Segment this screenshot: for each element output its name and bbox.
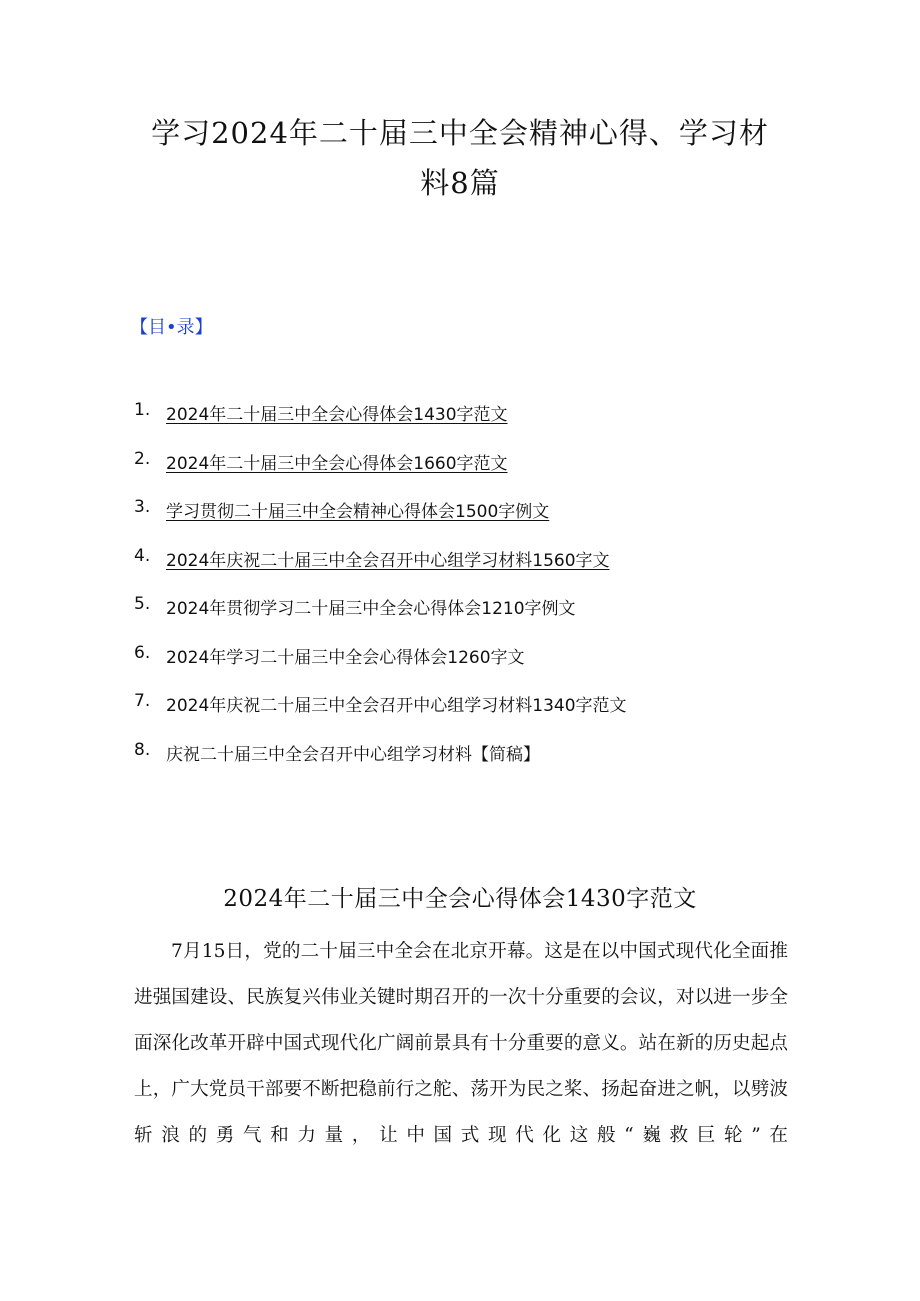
- toc-item-number: 3.: [134, 497, 151, 517]
- toc-link-2[interactable]: 2024年二十届三中全会心得体会1660字范文: [166, 453, 508, 474]
- toc-item-1: [134, 400, 627, 449]
- toc-link-1[interactable]: 2024年二十届三中全会心得体会1430字范文: [166, 405, 508, 425]
- toc-heading: 【目•录】: [130, 317, 213, 338]
- toc-item-number: 6.: [134, 642, 151, 663]
- body-paragraph: 7月15日，党的二十届三中全会在北京开幕。这是在以中国式现代化全面推进强国建设、民族复兴伟业关键时期召开的一次十分重要的会议，对以进一步全面深化改革开辟中国式现代化广阔前景具有十分重要的意义。站在新的历史起点上，广大党员干部要不断把稳前行之舵、荡开为民之桨、扬起奋进之帆，以劈波斩浪的勇气和力量，让中国式现代化这般“巍救巨轮”在: [134, 941, 788, 1146]
- toc-link-4[interactable]: 2024年庆祝二十届三中全会召开中心组学习材料1560字文: [166, 550, 610, 571]
- toc-item-number: 2.: [134, 448, 151, 469]
- toc-link-5[interactable]: 2024年贯彻学习二十届三中全会心得体会1210字例文: [166, 599, 576, 619]
- toc-item-4: [134, 546, 627, 595]
- toc-item-6: [134, 643, 627, 692]
- toc-link-3[interactable]: 学习贯彻二十届三中全会精神心得体会1500字例文: [166, 502, 550, 522]
- toc-item-7: [134, 691, 627, 740]
- toc-item-3: [134, 497, 627, 546]
- toc-item-number: 5.: [134, 594, 151, 614]
- toc-item-number: 4.: [134, 545, 151, 566]
- toc-item-number: 1.: [134, 400, 151, 420]
- document-title: [140, 108, 780, 208]
- toc-link-6[interactable]: 2024年学习二十届三中全会心得体会1260字文: [166, 647, 525, 668]
- section-heading: 2024年二十届三中全会心得体会1430字范文: [223, 886, 697, 912]
- toc-item-number: 8.: [134, 739, 151, 760]
- toc-list: [134, 400, 627, 788]
- toc-item-5: [134, 594, 627, 643]
- toc-item-2: [134, 449, 627, 498]
- document-title-line2: 料8篇: [420, 166, 500, 200]
- toc-link-8[interactable]: 庆祝二十届三中全会召开中心组学习材料【简稿】: [166, 744, 540, 765]
- toc-item-8: [134, 740, 627, 789]
- toc-link-7[interactable]: 2024年庆祝二十届三中全会召开中心组学习材料1340字范文: [166, 696, 627, 716]
- toc-item-number: 7.: [134, 691, 151, 711]
- document-title-line1: 学习2024年二十届三中全会精神心得、学习材: [151, 116, 769, 150]
